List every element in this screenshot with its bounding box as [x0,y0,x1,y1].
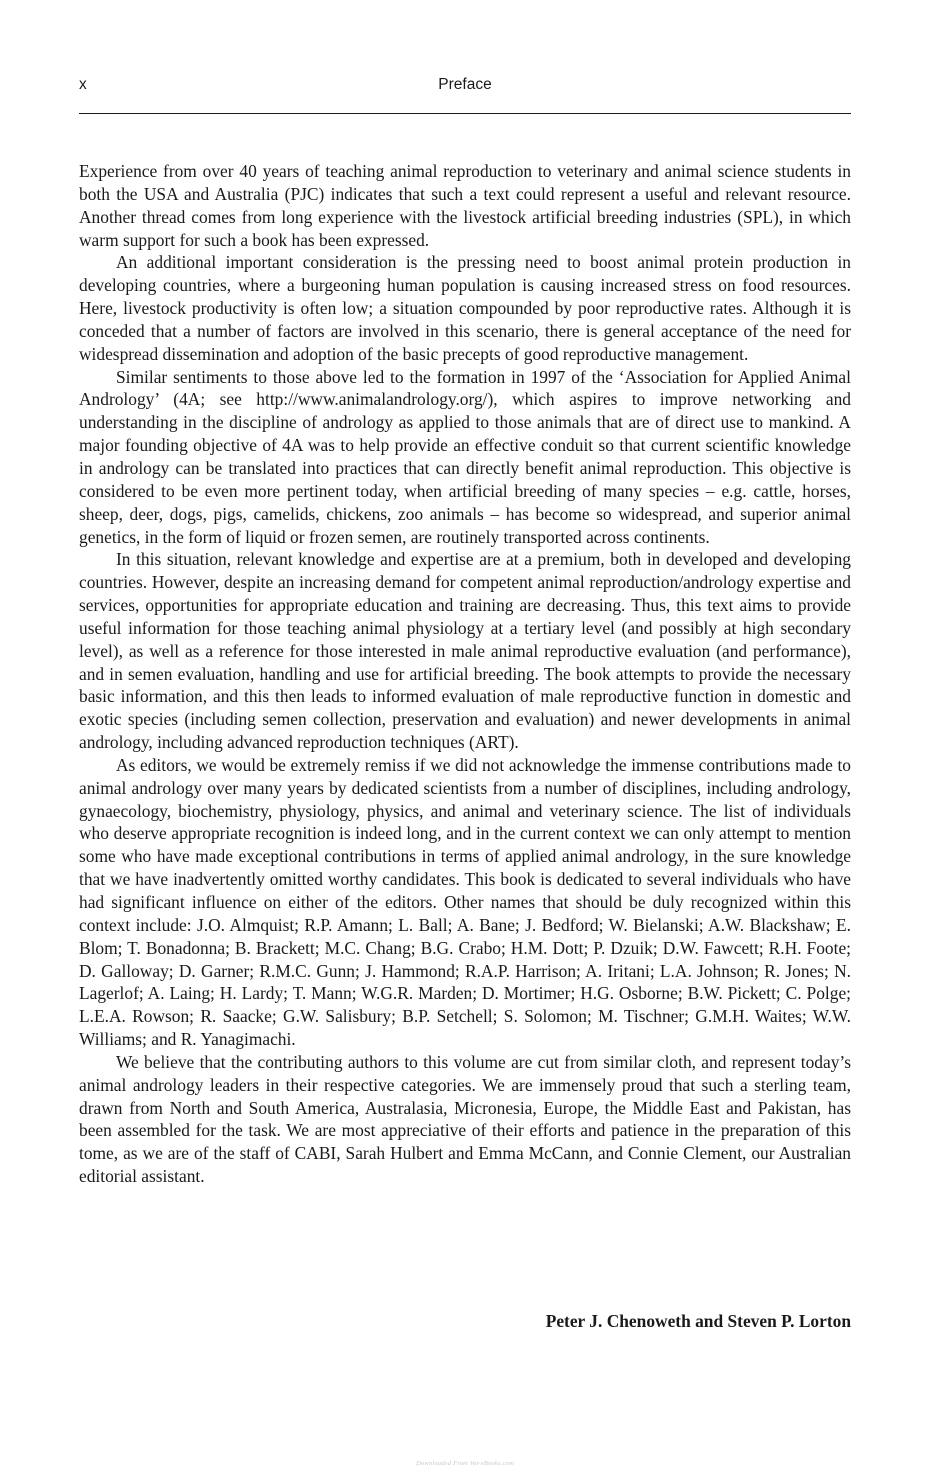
section-title: Preface [438,76,492,93]
paragraph-1: Experience from over 40 years of teaching animal reproduction to veterinary and animal science students in both the USA and Australia (PJC) indicates that such a text could represent a useful and relevant resource. Another thread comes from long experience with the livestock artificial breeding industries (SPL), in which warm support for such a book has been expressed. [79,161,851,250]
page-number: x [79,76,87,93]
paragraph-3: Similar sentiments to those above led to the formation in 1997 of the ‘Association for Applied Animal Andrology’ (4A; see http://www.animalandrology.org/), which aspires to improve networking and understanding in the discipline of andrology as applied to those animals that are of direct use to mankind. A major founding objective of 4A was to help provide an effective conduit so that current scientific knowledge in andrology can be translated into practices that can directly benefit animal reproduction. This objective is considered to be even more pertinent today, when artificial breeding of many species – e.g. cattle, horses, sheep, deer, dogs, pigs, camelids, chickens, zoo animals – has become so widespread, and superior animal genetics, in the form of liquid or frozen semen, are routinely transported across continents. [79,366,851,547]
header-rule [79,113,851,114]
editors-signature: Peter J. Chenoweth and Steven P. Lorton [545,1311,851,1331]
paragraph-5: As editors, we would be extremely remiss if we did not acknowledge the immense contributions made to animal andrology over many years by dedicated scientists from a number of disciplines, including andrology, gynaecology, biochemistry, physiology, physics, and animal and veterinary science. The list of individuals who deserve appropriate recognition is indeed long, and in the current context we can only attempt to mention some who have made exceptional contributions in terms of applied animal andrology, in the sure knowledge that we have inadvertently omitted worthy candidates. This book is dedicated to several individuals who have had significant influence on either of the editors. Other names that should be duly recognized within this context include: J.O. Almquist; R.P. Amann; L. Ball; A. Bane; J. Bedford; W. Bielanski; A.W. Blackshaw; E. Blom; T. Bonadonna; B. Brackett; M.C. Chang; B.G. Crabo; H.M. Dott; P. Dzuik; D.W. Fawcett; R.H. Foote; D. Galloway; D. Garner; R.M.C. Gunn; J. Hammond; R.A.P. Harrison; A. Iritani; L.A. Johnson; R. Jones; N. Lagerlof; A. Laing; H. Lardy; T. Mann; W.G.R. Marden; D. Mortimer; H.G. Osborne; B.W. Pickett; C. Polge; L.E.A. Rowson; R. Saacke; G.W. Salisbury; B.P. Setchell; S. Solomon; M. Tischner; G.M.H. Waites; W.W. Williams; and R. Yanagimachi. [79,754,851,1050]
paragraph-6: We believe that the contributing authors to this volume are cut from similar cloth, and represent today’s animal andrology leaders in their respective categories. We are immensely proud that such a sterling team, drawn from North and South America, Australasia, Micronesia, Europe, the Middle East and Pakistan, has been assembled for the task. We are most appreciative of their efforts and patience in the preparation of this tome, as we are of the staff of CABI, Sarah Hulbert and Emma McCann, and Connie Clement, our Australian editorial assistant. [79,1051,851,1187]
preface-body [79,160,851,1188]
paragraph-4: In this situation, relevant knowledge and expertise are at a premium, both in developed and developing countries. However, despite an increasing demand for competent animal reproduction/andrology expertise and services, opportunities for appropriate education and training are decreasing. Thus, this text aims to provide useful information for those teaching animal physiology at a tertiary level (and possibly at high secondary level), as well as a reference for those interested in male animal reproductive evaluation (and performance), and in semen evaluation, handling and use for artificial breeding. The book attempts to provide the necessary basic information, and this then leads to informed evaluation of male reproductive function in domestic and exotic species (including semen collection, preservation and evaluation) and newer developments in animal andrology, including advanced reproduction techniques (ART). [79,549,851,753]
running-head [79,74,851,98]
paragraph-2: An additional important consideration is the pressing need to boost animal protein production in developing countries, where a burgeoning human population is causing increased stress on food resources. Here, livestock productivity is often low; a situation compounded by poor reproductive rates. Although it is conceded that a number of factors are involved in this scenario, there is general acceptance of the need for widespread dissemination and adoption of the basic precepts of good reproductive management. [79,252,851,364]
footer-watermark: Downloaded From Vet-eBooks.com [415,1460,514,1467]
